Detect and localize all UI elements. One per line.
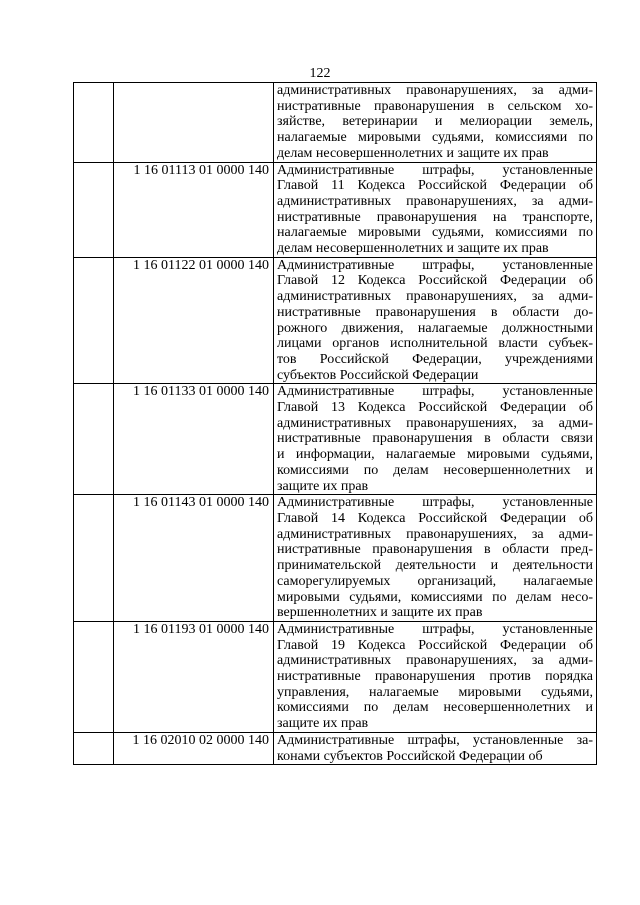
row-number-cell — [74, 732, 114, 764]
budget-code-cell: 1 16 02010 02 0000 140 — [114, 732, 274, 764]
table-row — [74, 384, 597, 495]
description-cell — [274, 384, 597, 495]
table-row — [74, 83, 597, 163]
description-line: нистративные правонарушения в области пред- — [277, 542, 593, 558]
budget-code-cell — [114, 83, 274, 163]
description-cell — [274, 495, 597, 622]
description-line: Административные штрафы, установленные — [277, 495, 593, 511]
description-line: Административные штрафы, установленные — [277, 257, 593, 273]
description-line: тов Российской Федерации, учреждениями — [277, 351, 593, 367]
description-cell — [274, 621, 597, 732]
budget-code-cell: 1 16 01113 01 0000 140 — [114, 162, 274, 257]
description-line: нистративные правонарушения в области до- — [277, 304, 593, 320]
description-line: и информации, налагаемые мировыми судьями, — [277, 447, 593, 463]
description-line: субъектов Российской Федерации — [277, 367, 479, 383]
description-line: административных правонарушениях, за адми- — [277, 289, 593, 305]
description-line: рожного движения, налагаемые должностными — [277, 320, 593, 336]
description-line: лицами органов исполнительной власти субъек- — [277, 336, 593, 352]
table-row — [74, 257, 597, 384]
page-number: 122 — [309, 66, 331, 81]
description-line: Главой 19 Кодекса Российской Федерации об — [277, 637, 593, 653]
budget-code-cell: 1 16 01143 01 0000 140 — [114, 495, 274, 622]
table-row — [74, 162, 597, 257]
budget-code-cell: 1 16 01193 01 0000 140 — [114, 621, 274, 732]
description-line: административных правонарушениях, за адми- — [277, 526, 593, 542]
description-line: нистративные правонарушения в области связи — [277, 431, 593, 447]
description-line: Административные штрафы, установленные — [277, 384, 593, 400]
description-line: защите их прав — [277, 716, 369, 732]
description-line: налагаемые мировыми судьями, комиссиями по — [277, 225, 593, 241]
description-line: саморегулируемых организаций, налагаемые — [277, 573, 593, 589]
description-line: административных правонарушениях, за адми- — [277, 653, 593, 669]
table-row — [74, 495, 597, 622]
description-line: принимательской деятельности и деятельности — [277, 558, 593, 574]
description-line: нистративные правонарушения в сельском хо- — [277, 98, 593, 114]
description-line: административных правонарушениях, за адми- — [277, 83, 593, 98]
description-line: административных правонарушениях, за адми- — [277, 415, 593, 431]
description-line: делам несовершеннолетних и защите их прав — [277, 241, 549, 257]
description-line: комиссиями по делам несовершеннолетних и — [277, 462, 593, 478]
budget-classification-table — [73, 82, 597, 765]
budget-code-cell: 1 16 01133 01 0000 140 — [114, 384, 274, 495]
row-number-cell — [74, 257, 114, 384]
row-number-cell — [74, 384, 114, 495]
description-line: Административные штрафы, установленные за- — [277, 732, 593, 748]
description-cell — [274, 162, 597, 257]
description-line: делам несовершеннолетних и защите их прав — [277, 145, 549, 161]
description-line: управления, налагаемые мировыми судьями, — [277, 684, 593, 700]
description-cell — [274, 83, 597, 163]
description-line: Главой 11 Кодекса Российской Федерации об — [277, 178, 593, 194]
row-number-cell — [74, 162, 114, 257]
budget-code-cell: 1 16 01122 01 0000 140 — [114, 257, 274, 384]
description-line: Главой 14 Кодекса Российской Федерации об — [277, 510, 593, 526]
description-line: Главой 12 Кодекса Российской Федерации об — [277, 273, 593, 289]
description-line: мировыми судьями, комиссиями по делам несо- — [277, 589, 593, 605]
description-line: вершеннолетних и защите их прав — [277, 605, 483, 621]
table-row — [74, 621, 597, 732]
description-line: комиссиями по делам несовершеннолетних и — [277, 700, 593, 716]
table-row — [74, 732, 597, 764]
description-line: Административные штрафы, установленные — [277, 162, 593, 178]
row-number-cell — [74, 621, 114, 732]
description-line: нистративные правонарушения на транспорте, — [277, 209, 593, 225]
description-line: конами субъектов Российской Федерации об — [277, 748, 543, 764]
description-cell — [274, 732, 597, 764]
row-number-cell — [74, 83, 114, 163]
description-line: зяйстве, ветеринарии и мелиорации земель, — [277, 114, 593, 130]
description-cell — [274, 257, 597, 384]
description-line: Главой 13 Кодекса Российской Федерации об — [277, 400, 593, 416]
description-line: налагаемые мировыми судьями, комиссиями по — [277, 130, 593, 146]
row-number-cell — [74, 495, 114, 622]
table-body — [74, 83, 597, 765]
description-line: нистративные правонарушения против порядка — [277, 669, 593, 685]
description-line: защите их прав — [277, 478, 369, 494]
description-line: Административные штрафы, установленные — [277, 621, 593, 637]
description-line: административных правонарушениях, за адми- — [277, 193, 593, 209]
